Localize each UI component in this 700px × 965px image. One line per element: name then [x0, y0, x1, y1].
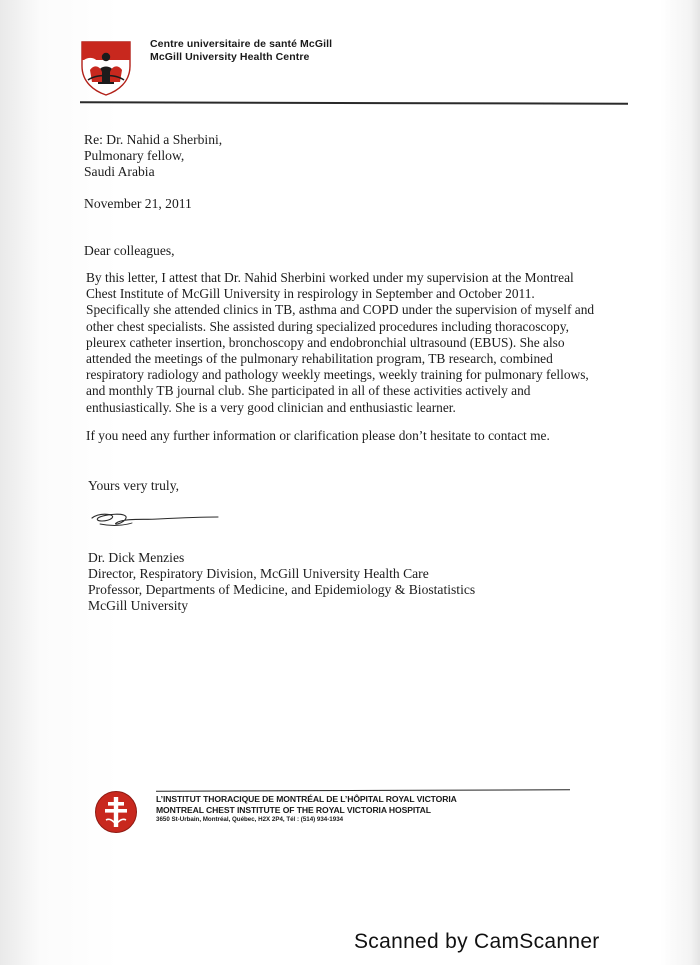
paragraph-line: Chest Institute of McGill University in respirology in September and October 2011. [86, 286, 535, 302]
signer-affiliation: McGill University [88, 598, 189, 613]
closing-paragraph: If you need any further information or clarification please don’t hesitate to contact me. [86, 428, 550, 443]
paragraph-line: respiratory radiology and pathology weekly meetings, weekly training for pulmonary fellows, [86, 367, 589, 383]
paragraph-line: pleurex catheter insertion, bronchoscopy and endobronchial ultrasound (EBUS). She also [86, 334, 565, 350]
footer-institute-en: MONTREAL CHEST INSTITUTE OF THE ROYAL VICTORIA HOSPITAL [156, 805, 431, 815]
institution-name-fr: Centre universitaire de santé McGill [150, 38, 333, 50]
re-line: Re: Dr. Nahid a Sherbini, [84, 132, 223, 147]
lorraine-cross-icon [94, 790, 138, 834]
handwritten-signature [88, 508, 223, 532]
scanner-watermark: Scanned by CamScanner [354, 930, 600, 953]
paragraph-line: By this letter, I attest that Dr. Nahid Sherbini worked under my supervision at the Montreal [86, 270, 574, 285]
paragraph-line: Specifically she attended clinics in TB, asthma and COPD under the supervision of myself and [86, 302, 595, 318]
header-divider [80, 101, 628, 104]
re-line: Saudi Arabia [84, 164, 155, 179]
footer-divider [156, 789, 570, 792]
salutation: Dear colleagues, [84, 243, 175, 258]
paragraph-line: attended the meetings of the pulmonary rehabilitation program, TB research, combined [86, 351, 553, 367]
signer-title: Professor, Departments of Medicine, and Epidemiology & Biostatistics [88, 582, 476, 597]
mcgill-shield-icon [80, 40, 132, 96]
body-paragraph [86, 270, 606, 416]
paragraph-line: other chest specialists. She assisted during specialized procedures including thoracoscopy, [86, 318, 569, 334]
signer-title: Director, Respiratory Division, McGill University Health Care [88, 566, 429, 581]
re-line: Pulmonary fellow, [84, 148, 185, 163]
footer-institute-fr: L’INSTITUT THORACIQUE DE MONTRÉAL DE L’HÔPITAL ROYAL VICTORIA [156, 794, 457, 804]
paragraph-line: enthusiastically. She is a very good clinician and enthusiastic learner. [86, 399, 456, 415]
institution-name-en: McGill University Health Centre [150, 51, 310, 63]
footer-address: 3650 St-Urbain, Montréal, Québec, H2X 2P4, Tél : (514) 934-1934 [156, 816, 344, 823]
closing-salutation: Yours very truly, [88, 478, 180, 493]
signer-name: Dr. Dick Menzies [88, 550, 185, 565]
paragraph-line: and monthly TB journal club. She participated in all of these activities actively and [86, 383, 531, 399]
letter-date: November 21, 2011 [84, 196, 192, 211]
